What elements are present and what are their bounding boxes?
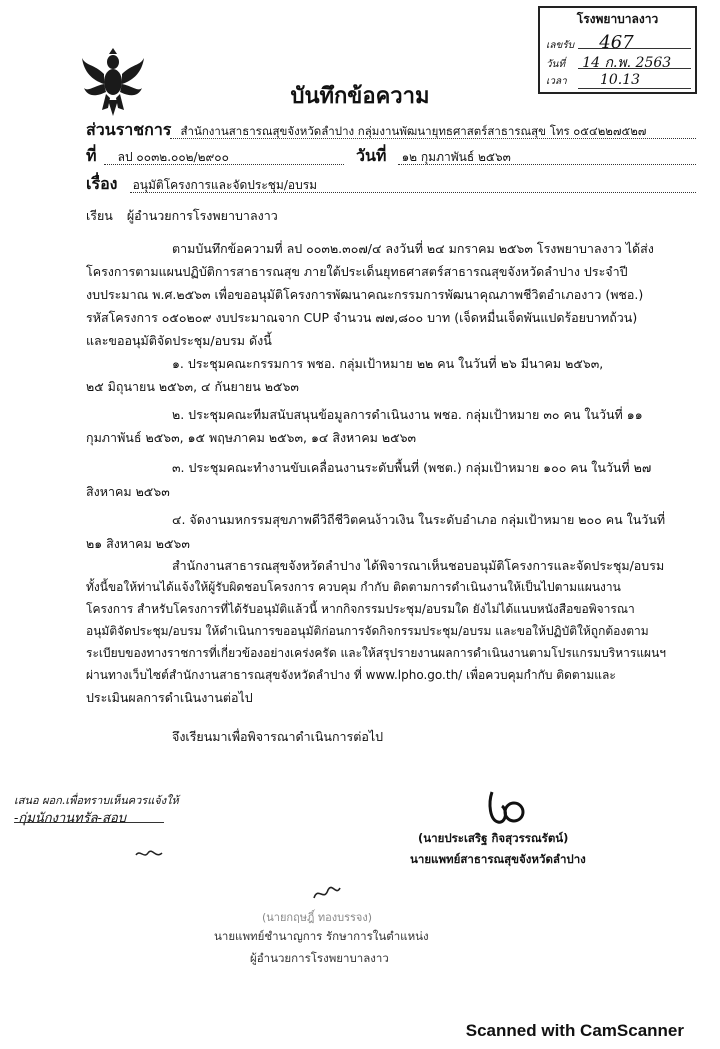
para1-line: งบประมาณ พ.ศ.๒๕๖๓ เพื่อขออนุมัติโครงการพัฒนาคณะกรรมการพัฒนาคุณภาพชีวิตอำเภองาว (พชอ.) bbox=[86, 287, 644, 302]
subject-value: อนุมัติโครงการและจัดประชุม/อบรม bbox=[132, 178, 318, 192]
agency-label: ส่วนราชการ bbox=[86, 120, 172, 139]
item-line: ๒. ประชุมคณะทีมสนับสนุนข้อมูลการดำเนินงาน พชอ. กลุ่มเป้าหมาย ๓๐ คน ในวันที่ ๑๑ bbox=[172, 407, 643, 422]
stamp-time-value: 10.13 bbox=[599, 72, 641, 88]
director-position1: นายแพทย์ชำนาญการ รักษาการในตำแหน่ง bbox=[214, 929, 429, 943]
scanner-watermark: Scanned with CamScanner bbox=[465, 1021, 684, 1040]
signer-position: นายแพทย์สาธารณสุขจังหวัดลำปาง bbox=[410, 852, 586, 866]
ref-label: ที่ bbox=[86, 146, 97, 165]
left-note-line1: เสนอ ผอก.เพื่อทราบเห็นควรแจ้งให้ bbox=[14, 794, 179, 807]
para2-line: อนุมัติจัดประชุม/อบรม ให้ดำเนินการขออนุมัติก่อนการจัดกิจกรรมประชุม/อบรม และขอให้ปฏิบัติให้ถูกต้องตาม bbox=[86, 624, 649, 638]
para1-line: รหัสโครงการ ๐๕๐๒๐๙ งบประมาณจาก CUP จำนวน ๗๗,๘๐๐ บาท (เจ็ดหมื่นเจ็ดพันแปดร้อยบาทถ้วน) bbox=[86, 310, 638, 325]
para2-line: ทั้งนี้ขอให้ท่านได้แจ้งให้ผู้รับผิดชอบโครงการ ควบคุม กำกับ ติดตามการดำเนินงานให้เป็นไปตามแผนงาน bbox=[86, 580, 621, 594]
subject-row bbox=[86, 172, 696, 197]
stamp-org: โรงพยาบาลงาว bbox=[576, 12, 659, 26]
item-line: สิงหาคม ๒๕๖๓ bbox=[86, 484, 170, 499]
date-label: วันที่ bbox=[356, 146, 387, 165]
stamp-date-label: วันที่ bbox=[546, 59, 566, 70]
item-line: ๒๕ มิถุนายน ๒๕๖๓, ๔ กันยายน ๒๕๖๓ bbox=[86, 379, 299, 394]
page-title: บันทึกข้อความ bbox=[290, 84, 430, 109]
date-row bbox=[356, 144, 511, 169]
item-line: ๒๑ สิงหาคม ๒๕๖๓ bbox=[86, 536, 190, 551]
ref-value: ลป ๐๐๓๒.๐๐๒/๒๙๐๐ bbox=[117, 150, 229, 164]
left-note-line2: -กุ่มนักงานทรัล-สอบ bbox=[14, 811, 127, 826]
para2-line: โครงการ สำหรับโครงการที่ได้รับอนุมัติแล้วนี้ หากกิจกรรมประชุม/อบรมใด ยังไม่ได้แนบหนังสือขอพิจารณา bbox=[86, 602, 635, 616]
date-value: ๑๒ กุมภาพันธ์ ๒๕๖๓ bbox=[401, 150, 511, 164]
salutation-value: ผู้อำนวยการโรงพยาบาลงาว bbox=[126, 208, 278, 223]
agency-value: สำนักงานสาธารณสุขจังหวัดลำปาง กลุ่มงานพัฒนายุทธศาสตร์สาธารณสุข โทร ๐๕๔๒๒๗๕๒๗ bbox=[180, 124, 647, 138]
director-position2: ผู้อำนวยการโรงพยาบาลงาว bbox=[250, 951, 389, 965]
director-name: (นายกฤษฎิ์ ทองบรรจง) bbox=[262, 911, 373, 924]
item-line: ๓. ประชุมคณะทำงานขับเคลื่อนงานระดับพื้นที่ (พชต.) กลุ่มเป้าหมาย ๑๐๐ คน ในวันที่ ๒๗ bbox=[172, 460, 652, 475]
stamp-receive-label: เลขรับ bbox=[546, 40, 575, 51]
item-line: กุมภาพันธ์ ๒๕๖๓, ๑๕ พฤษภาคม ๒๕๖๓, ๑๔ สิงหาคม ๒๕๖๓ bbox=[86, 430, 417, 445]
para2-line: ผ่านทางเว็บไซต์สำนักงานสาธารณสุขจังหวัดลำปาง ที่ www.lpho.go.th/ เพื่อควบคุมกำกับ ติดตามและ bbox=[86, 668, 616, 682]
para1-line: ตามบันทึกข้อความที่ ลป ๐๐๓๒.๓๐๗/๔ ลงวันที่ ๒๔ มกราคม ๒๕๖๓ โรงพยาบาลงาว ได้ส่ง bbox=[172, 241, 654, 256]
para2-line: ประเมินผลการดำเนินงานต่อไป bbox=[86, 690, 253, 705]
salutation bbox=[86, 206, 278, 226]
subject-label: เรื่อง bbox=[86, 174, 118, 193]
signer-name: (นายประเสริฐ กิจสุวรรณรัตน์) bbox=[418, 831, 569, 845]
director-signature-mark bbox=[310, 882, 342, 908]
para2-line: ระเบียบของทางราชการที่เกี่ยวข้องอย่างเคร่งครัด และให้สรุปรายงานผลการดำเนินงานตามโปรแกรมบริหารแผนฯ bbox=[86, 646, 667, 660]
salutation-label: เรียน bbox=[86, 208, 113, 223]
item-line: ๔. จัดงานมหกรรมสุขภาพดีวิถีชีวิตคนง้าวเงิน ในระดับอำเภอ กลุ่มเป้าหมาย ๒๐๐ คน ในวันที่ bbox=[172, 512, 666, 527]
stamp-time-label: เวลา bbox=[546, 76, 567, 87]
item-line: ๑. ประชุมคณะกรรมการ พชอ. กลุ่มเป้าหมาย ๒๒ คน ในวันที่ ๒๖ มีนาคม ๒๕๖๓, bbox=[172, 356, 604, 371]
para1-line: และขออนุมัติจัดประชุม/อบรม ดังนี้ bbox=[86, 333, 272, 348]
agency-row bbox=[86, 118, 696, 140]
closing: จึงเรียนมาเพื่อพิจารณาดำเนินการต่อไป bbox=[172, 729, 384, 744]
para2-line: สำนักงานสาธารณสุขจังหวัดลำปาง ได้พิจารณาเห็นชอบอนุมัติโครงการและจัดประชุม/อบรม bbox=[172, 558, 665, 573]
stamp-date-value: 14 ก.พ. 2563 bbox=[582, 55, 672, 71]
signature-mark bbox=[484, 784, 528, 832]
stamp-receive-no: 467 bbox=[599, 32, 634, 53]
left-initials bbox=[134, 846, 164, 865]
para1-line: โครงการตามแผนปฏิบัติการสาธารณสุข ภายใต้ประเด็นยุทธศาสตร์สาธารณสุขจังหวัดลำปาง ประจำปี bbox=[86, 264, 628, 279]
